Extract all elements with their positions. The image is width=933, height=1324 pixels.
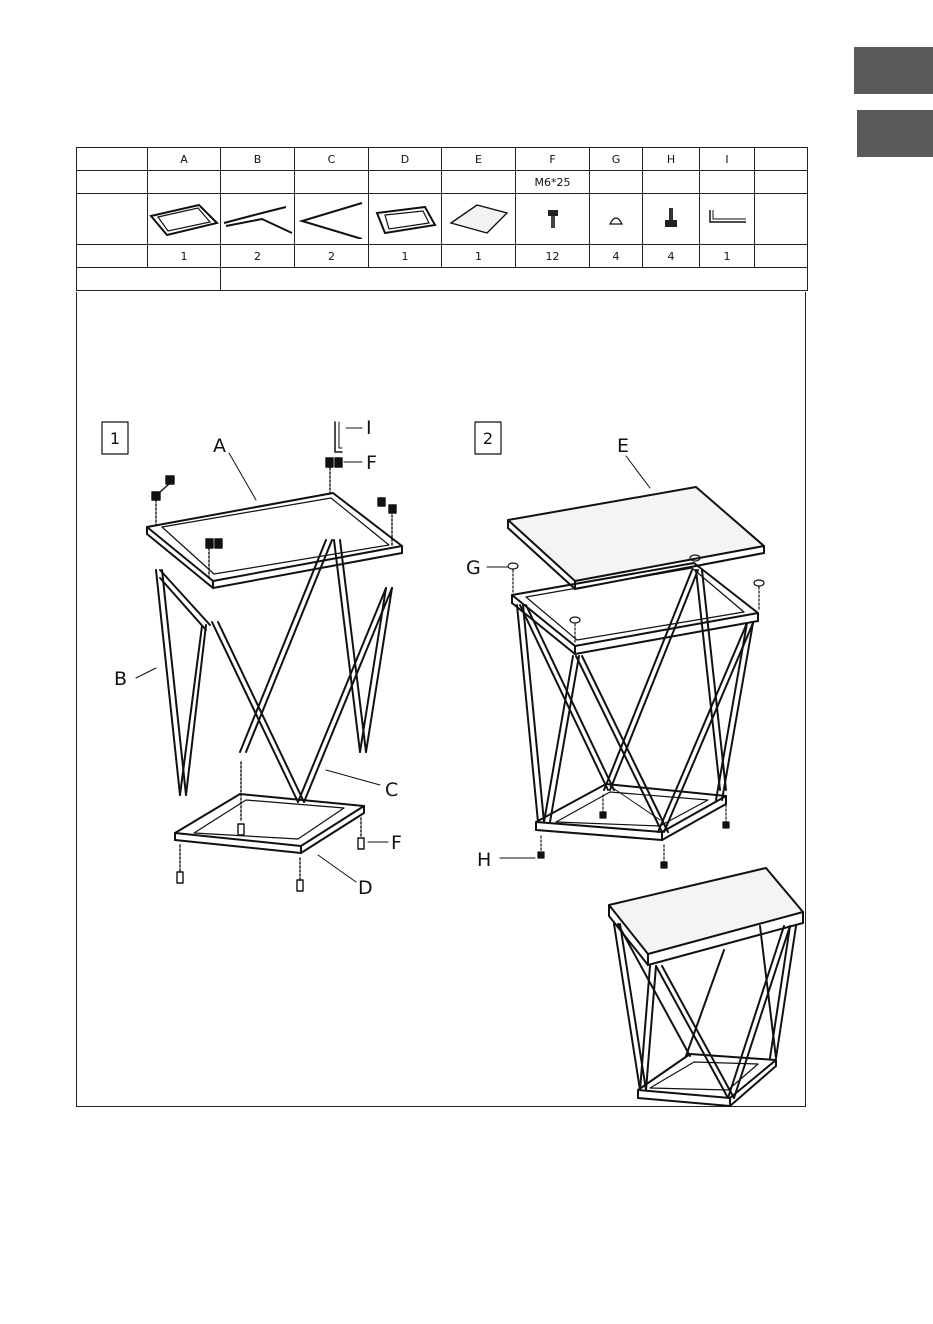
note-cell — [221, 268, 808, 291]
panel-icon — [442, 194, 516, 245]
step-number: 1 — [109, 429, 121, 448]
part-letter: D — [369, 148, 442, 171]
callout-h: H — [477, 849, 492, 871]
note-header — [77, 268, 221, 291]
callout-a: A — [213, 435, 226, 457]
part-spec — [148, 171, 221, 194]
callout-c: C — [385, 779, 399, 801]
part-spec — [590, 171, 643, 194]
part-spec — [369, 171, 442, 194]
frame-icon — [148, 194, 221, 245]
part-quantity: 1 — [442, 245, 516, 268]
part-letter: B — [221, 148, 295, 171]
part-letter: H — [643, 148, 700, 171]
part-letter: E — [442, 148, 516, 171]
callout-e: E — [617, 435, 630, 457]
part-letter-row — [77, 148, 808, 171]
callout-g: G — [466, 557, 481, 579]
part-spec: M6*25 — [516, 171, 590, 194]
assembly-instructions-box — [76, 292, 806, 1107]
callout-f: F — [366, 452, 377, 474]
part-letter: G — [590, 148, 643, 171]
part-spec — [700, 171, 755, 194]
step-number: 2 — [482, 429, 494, 448]
language-tab[interactable] — [854, 47, 933, 94]
callout-i: I — [366, 417, 372, 439]
part-quantity: 4 — [590, 245, 643, 268]
bent-rod-icon — [295, 194, 369, 245]
part-spec — [643, 171, 700, 194]
part-quantity: 1 — [700, 245, 755, 268]
part-quantity: 4 — [643, 245, 700, 268]
screw-icon — [516, 194, 590, 245]
part-quantity: 1 — [148, 245, 221, 268]
row-header — [77, 171, 148, 194]
part-letter: C — [295, 148, 369, 171]
row-header — [77, 245, 148, 268]
part-spec — [221, 171, 295, 194]
allen-key-icon — [700, 194, 755, 245]
bolt-icon — [643, 194, 700, 245]
parts-table — [76, 147, 808, 291]
callout-b: B — [114, 668, 128, 690]
callout-d: D — [358, 877, 373, 899]
part-quantity-row — [77, 245, 808, 268]
part-quantity: 2 — [221, 245, 295, 268]
empty-cell — [755, 245, 808, 268]
rod-icon — [221, 194, 295, 245]
part-quantity: 12 — [516, 245, 590, 268]
part-quantity: 2 — [295, 245, 369, 268]
part-quantity: 1 — [369, 245, 442, 268]
part-letter: F — [516, 148, 590, 171]
note-row — [77, 268, 808, 291]
part-spec-row — [77, 171, 808, 194]
row-header — [77, 148, 148, 171]
empty-cell — [755, 171, 808, 194]
cap-icon — [590, 194, 643, 245]
part-image-row — [77, 194, 808, 245]
empty-cell — [755, 194, 808, 245]
row-header — [77, 194, 148, 245]
language-tab[interactable] — [857, 110, 933, 157]
callout-f: F — [391, 832, 402, 854]
part-letter: I — [700, 148, 755, 171]
empty-cell — [755, 148, 808, 171]
part-spec — [442, 171, 516, 194]
part-spec — [295, 171, 369, 194]
part-letter: A — [148, 148, 221, 171]
frame-icon — [369, 194, 442, 245]
